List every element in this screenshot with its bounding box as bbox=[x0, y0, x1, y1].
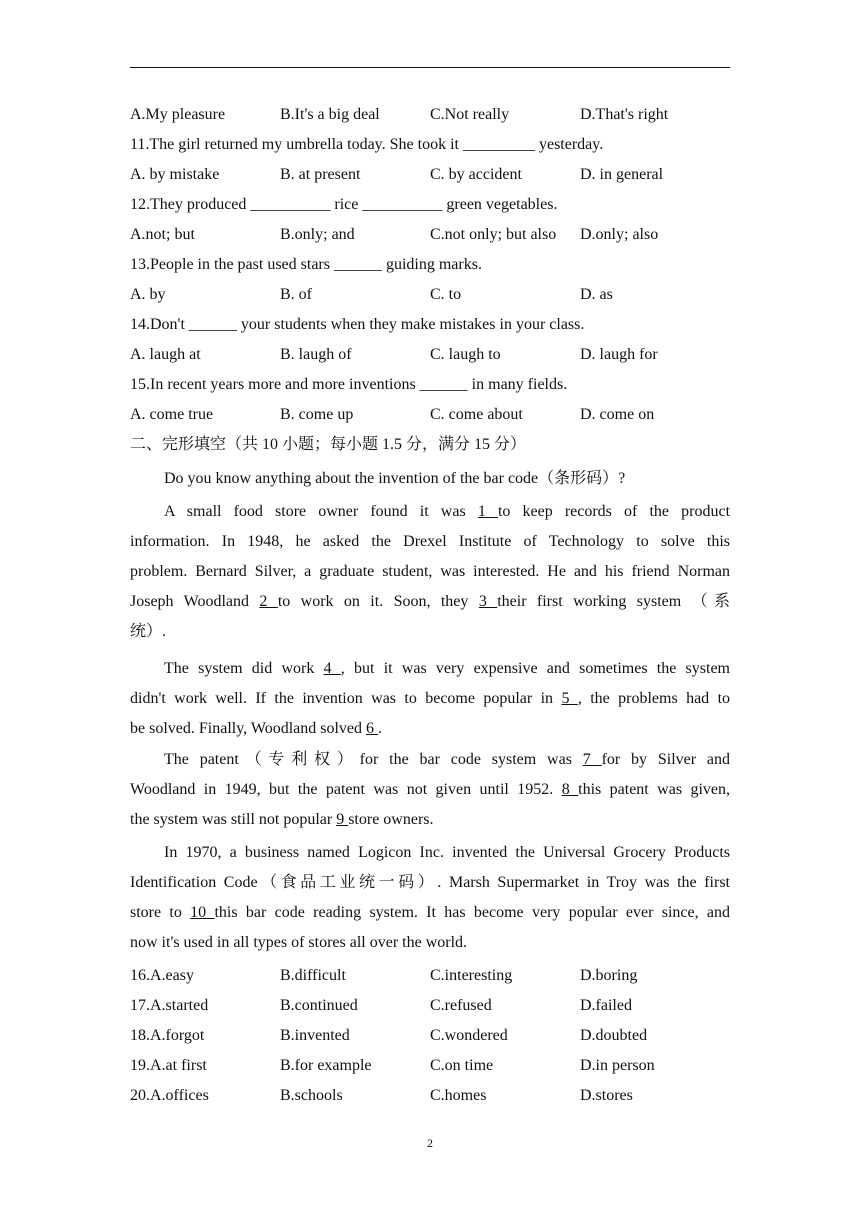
option-6-1: B.difficult bbox=[280, 967, 346, 984]
question-13: 13.People in the past used stars ______ guiding marks. bbox=[130, 256, 482, 273]
option-8-0: 18.A.forgot bbox=[130, 1027, 205, 1044]
option-0-1: B.It's a big deal bbox=[280, 106, 380, 123]
blank-8: 8 bbox=[561, 781, 579, 798]
option-1-2: C. by accident bbox=[430, 166, 522, 183]
option-5-2: C. come about bbox=[430, 406, 523, 423]
question-12: 12.They produced __________ rice __________ green vegetables. bbox=[130, 196, 558, 213]
option-0-2: C.Not really bbox=[430, 106, 510, 123]
passage-paragraph-1: A small food store owner found it was 1 to keep records of the product information. In 1948, he asked the Drexel Institute of Technology to solve this problem. Bernard Silver, a graduate student, was interested. He and his friend Norman Joseph Woodland 2 to work on it. Soon, they 3 their first working system （系 统）. bbox=[130, 503, 731, 640]
passage-paragraph-2: The system did work 4 , but it was very expensive and sometimes the system didn't work well. If the invention was to become popular in 5 , the problems had to be solved. Finally, Woodland solved 6 . bbox=[130, 660, 731, 737]
option-4-0: A. laugh at bbox=[130, 346, 201, 363]
option-2-3: D.only; also bbox=[580, 226, 659, 243]
option-9-2: C.on time bbox=[430, 1057, 494, 1074]
blank-6: 6 bbox=[366, 720, 379, 737]
blank-3: 3 bbox=[478, 593, 498, 610]
option-3-2: C. to bbox=[430, 286, 462, 303]
option-7-2: C.refused bbox=[430, 997, 492, 1014]
header-rule bbox=[130, 67, 730, 68]
option-9-0: 19.A.at first bbox=[130, 1057, 207, 1074]
option-6-3: D.boring bbox=[580, 967, 638, 984]
blank-5: 5 bbox=[561, 690, 578, 707]
blank-10: 10 bbox=[190, 904, 215, 921]
question-11: 11.The girl returned my umbrella today. She took it _________ yesterday. bbox=[130, 136, 604, 153]
blank-4: 4 bbox=[323, 660, 341, 677]
option-1-0: A. by mistake bbox=[130, 166, 220, 183]
option-7-3: D.failed bbox=[580, 997, 632, 1014]
option-8-2: C.wondered bbox=[430, 1027, 508, 1044]
option-4-3: D. laugh for bbox=[580, 346, 658, 363]
question-14: 14.Don't ______ your students when they make mistakes in your class. bbox=[130, 316, 585, 333]
blank-7: 7 bbox=[582, 751, 602, 768]
blank-9: 9 bbox=[336, 811, 349, 828]
option-5-1: B. come up bbox=[280, 406, 354, 423]
option-5-0: A. come true bbox=[130, 406, 214, 423]
option-1-1: B. at present bbox=[280, 166, 361, 183]
option-9-3: D.in person bbox=[580, 1057, 655, 1074]
option-6-2: C.interesting bbox=[430, 967, 513, 984]
option-10-0: 20.A.offices bbox=[130, 1087, 209, 1104]
option-2-0: A.not; but bbox=[130, 226, 195, 243]
blank-2: 2 bbox=[259, 593, 278, 610]
passage-paragraph-4: In 1970, a business named Logicon Inc. invented the Universal Grocery Products Identification Code（食品工业统一码）. Marsh Supermarket in Troy was the first store to 10 this bar code reading system. It has become very popular ever since, and now it's used in all types of stores all over the world. bbox=[130, 844, 731, 951]
option-4-2: C. laugh to bbox=[430, 346, 501, 363]
option-0-0: A.My pleasure bbox=[130, 106, 226, 123]
option-10-2: C.homes bbox=[430, 1087, 487, 1104]
option-3-3: D. as bbox=[580, 286, 613, 303]
section-heading: 二、完形填空（共 10 小题；每小题 1.5 分，满分 15 分） bbox=[130, 436, 527, 453]
option-7-1: B.continued bbox=[280, 997, 358, 1014]
option-10-3: D.stores bbox=[580, 1087, 633, 1104]
option-6-0: 16.A.easy bbox=[130, 967, 194, 984]
blank-1: 1 bbox=[477, 503, 498, 520]
option-2-1: B.only; and bbox=[280, 226, 355, 243]
question-15: 15.In recent years more and more inventions ______ in many fields. bbox=[130, 376, 568, 393]
page-number: 2 bbox=[427, 1136, 433, 1150]
option-3-0: A. by bbox=[130, 286, 166, 303]
option-8-1: B.invented bbox=[280, 1027, 350, 1044]
option-4-1: B. laugh of bbox=[280, 346, 352, 363]
passage-intro: Do you know anything about the invention of the bar code（条形码）? bbox=[164, 470, 626, 487]
option-7-0: 17.A.started bbox=[130, 997, 209, 1014]
option-9-1: B.for example bbox=[280, 1057, 372, 1074]
option-10-1: B.schools bbox=[280, 1087, 343, 1104]
option-5-3: D. come on bbox=[580, 406, 655, 423]
option-8-3: D.doubted bbox=[580, 1027, 648, 1044]
option-0-3: D.That's right bbox=[580, 106, 669, 123]
option-2-2: C.not only; but also bbox=[430, 226, 557, 243]
option-1-3: D. in general bbox=[580, 166, 664, 183]
passage-paragraph-3: The patent（专利权）for the bar code system was 7 for by Silver and Woodland in 1949, but the patent was not given until 1952. 8 this patent was given, the system was still not popular 9 store owners. bbox=[130, 751, 731, 828]
option-3-1: B. of bbox=[280, 286, 312, 303]
